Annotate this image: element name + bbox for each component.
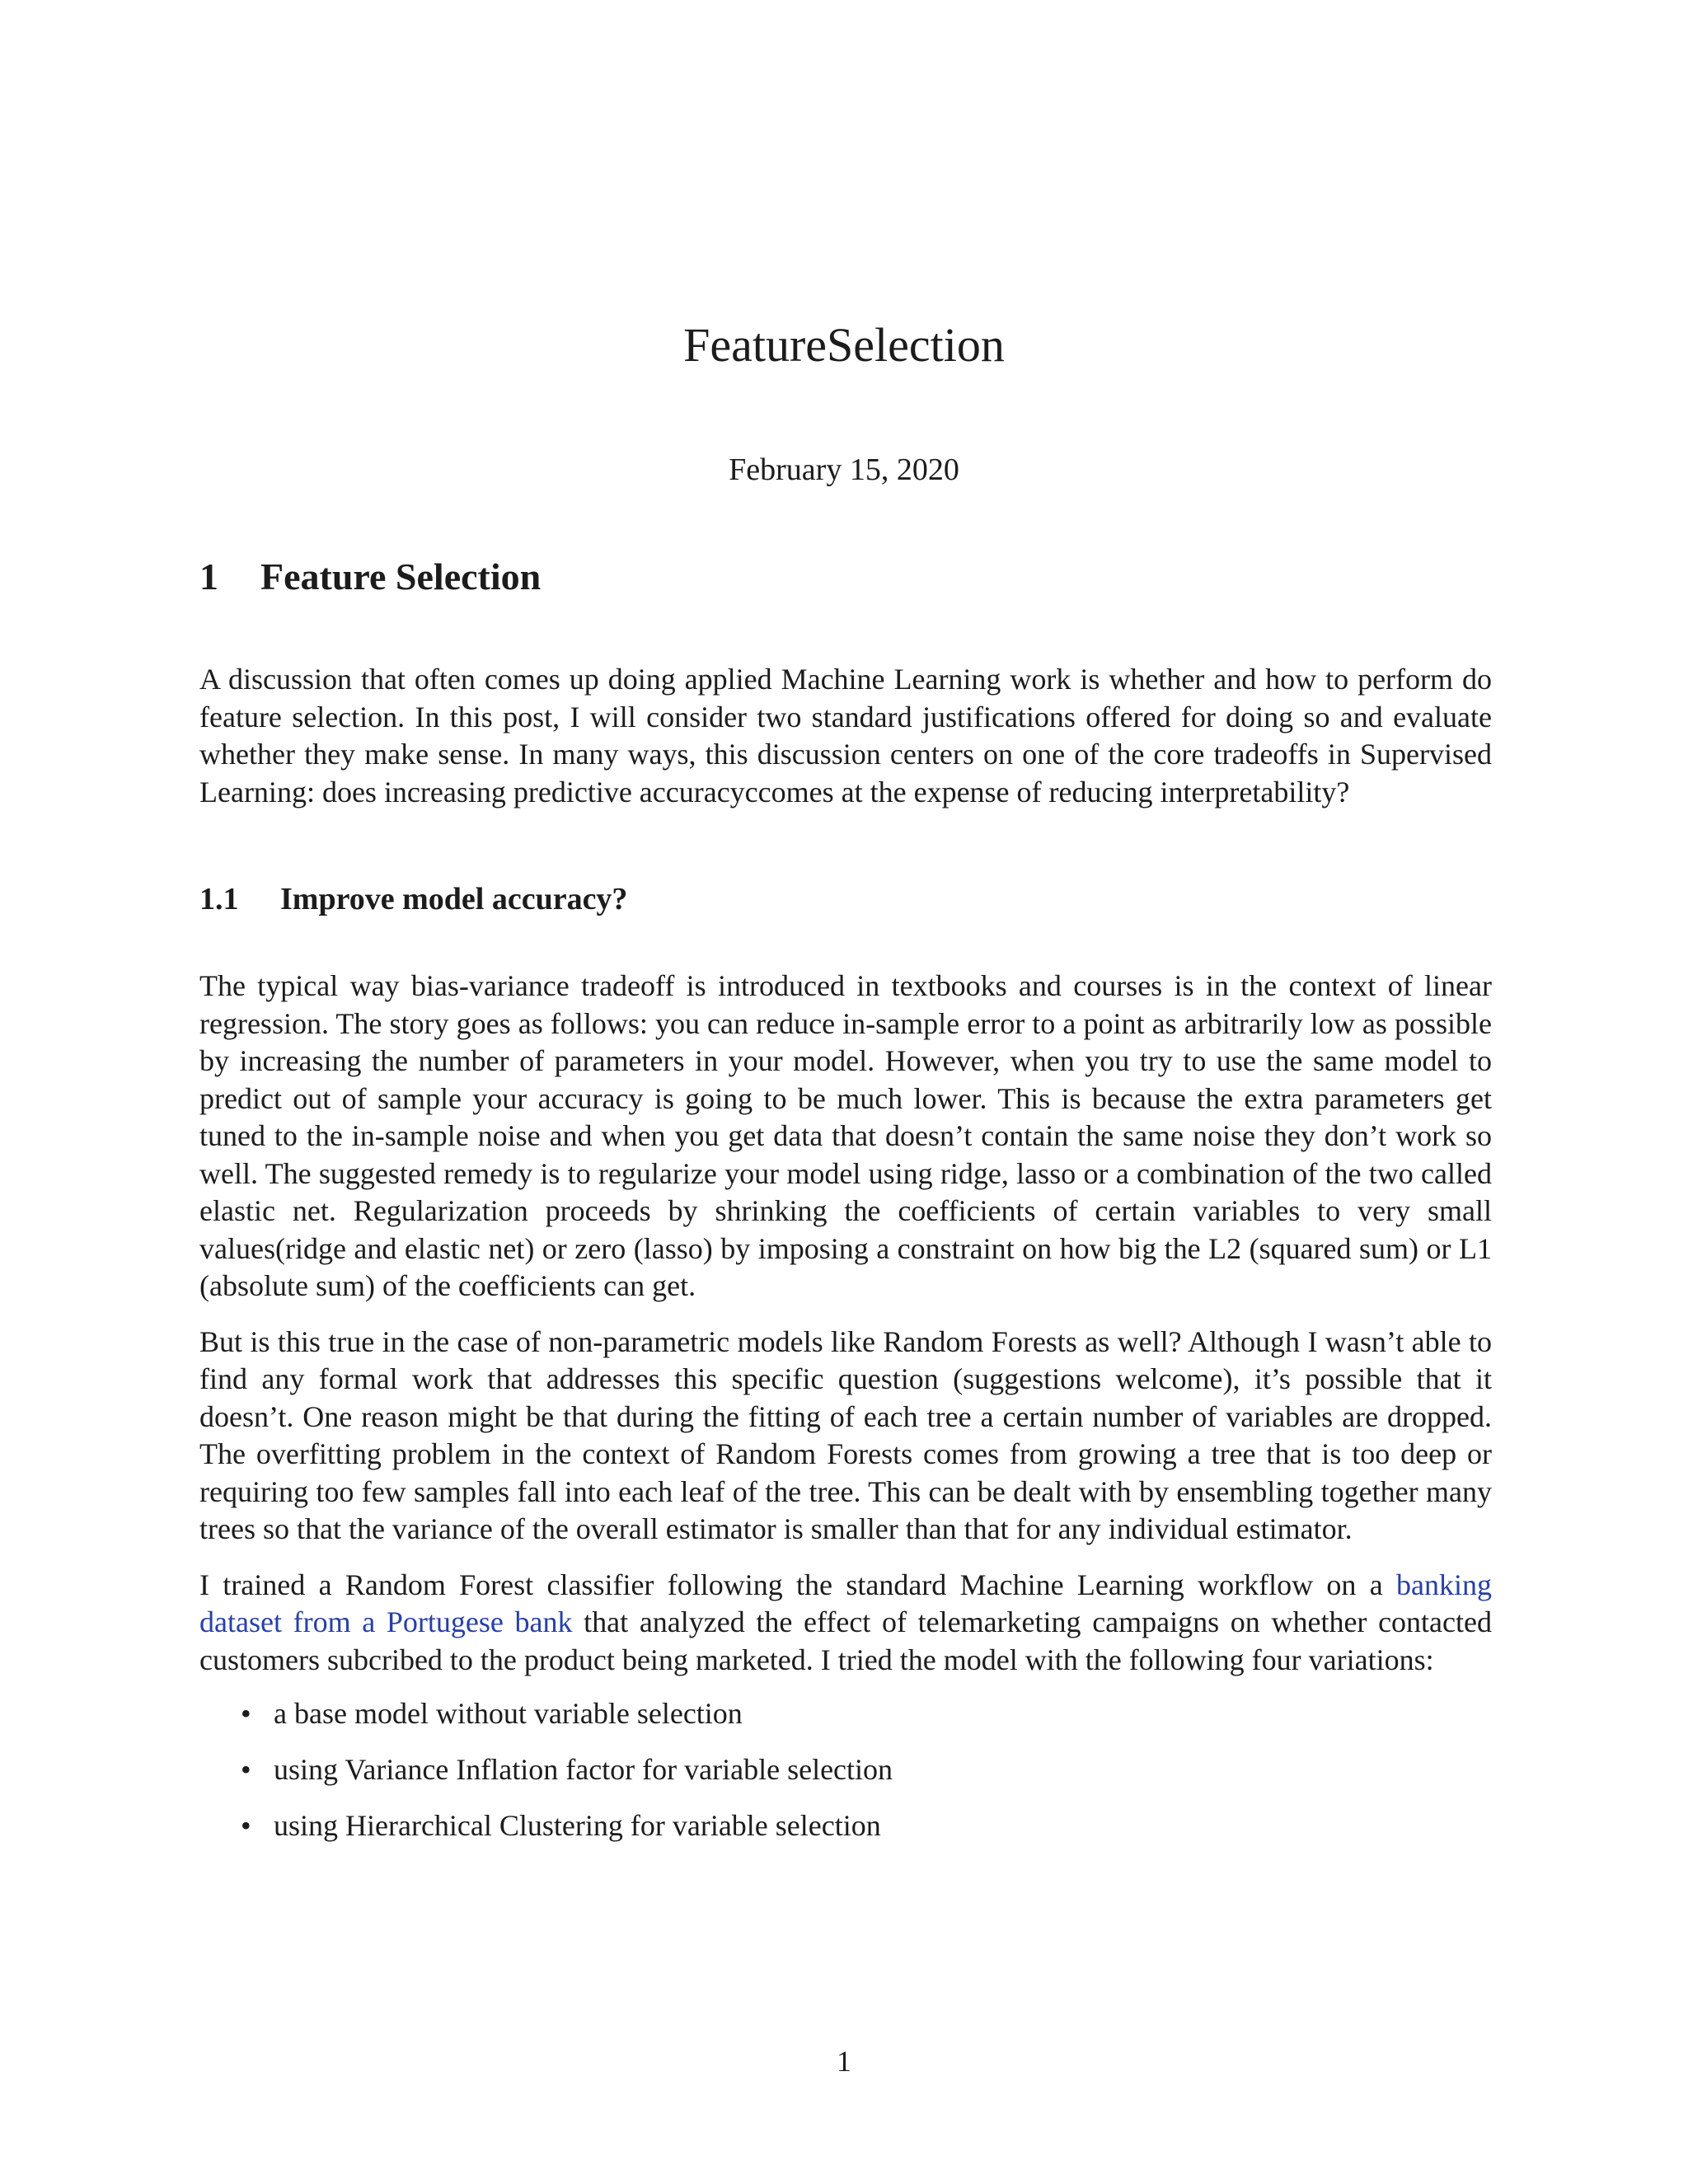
experiment-paragraph	[199, 1567, 1492, 1680]
bullet-icon: •	[241, 1753, 251, 1786]
bullet-icon: •	[241, 1697, 251, 1730]
subsection-heading	[199, 879, 1492, 920]
intro-paragraph: A discussion that often comes up doing applied Machine Learning work is whether and how to perform do feature selection. In this post, I will consider two standard justifications offered for doing so and evaluate whether they make sense. In many ways, this discussion centers on one of the core tradeoffs in Supervised Learning: does increasing predictive accuracyccomes at the expense of reducing interpretability?	[199, 663, 1492, 808]
section-number: 1	[199, 555, 218, 598]
section-heading	[199, 552, 1492, 602]
list-item	[199, 1695, 1492, 1751]
document-title: FeatureSelection	[683, 318, 1005, 372]
experiment-text-end: that analyzed the effect of telemarketing campaigns on whether contacted customers subcribed to the product being marketed. I tried the model with the following four variations:	[199, 1605, 1492, 1676]
list-item-text: a base model without variable selection	[274, 1697, 743, 1730]
variation-list	[199, 1695, 1492, 1863]
list-item-text: using Hierarchical Clustering for variable selection	[274, 1809, 881, 1842]
bullet-icon: •	[241, 1809, 251, 1842]
document-date: February 15, 2020	[729, 452, 959, 487]
list-item-text: using Variance Inflation factor for variable selection	[274, 1753, 893, 1786]
experiment-text-start: I trained a Random Forest classifier following the standard Machine Learning workflow on a	[199, 1568, 1397, 1601]
subsection-number: 1.1	[199, 882, 239, 916]
list-item	[199, 1751, 1492, 1807]
list-item	[199, 1807, 1492, 1863]
banking-dataset-link[interactable]: banking dataset from a Portugese bank	[199, 1568, 1492, 1638]
bias-variance-paragraph: The typical way bias-variance tradeoff is introduced in textbooks and courses is in the context of linear regression. The story goes as follows: you can reduce in-sample error to a point as arbitrarily low as possible by increasing the number of parameters in your model. However, when you try to use the same model to predict out of sample your accuracy is going to be much lower. This is because the extra parameters get tuned to the in-sample noise and when you get data that doesn’t contain the same noise they don’t work so well. The suggested remedy is to regularize your model using ridge, lasso or a combination of the two called elastic net. Regularization proceeds by shrinking the coefficients of certain variables to very small values(ridge and elastic net) or zero (lasso) by imposing a constraint on how big the L2 (squared sum) or L1 (absolute sum) of the coefficients can get.	[199, 969, 1492, 1302]
random-forest-paragraph: But is this true in the case of non-parametric models like Random Forests as well? Although I wasn’t able to find any formal work that addresses this specific question (suggestions welcome), it’s possible that it doesn’t. One reason might be that during the fitting of each tree a certain number of variables are dropped. The overfitting problem in the context of Random Forests comes from growing a tree that is too deep or requiring too few samples fall into each leaf of the tree. This can be dealt with by ensembling together many trees so that the variance of the overall estimator is smaller than that for any individual estimator.	[199, 1324, 1492, 1545]
document-body	[199, 552, 1492, 1863]
section-title: Feature Selection	[260, 555, 542, 598]
subsection-title: Improve model accuracy?	[280, 882, 628, 916]
page-number: 1	[837, 2045, 851, 2078]
